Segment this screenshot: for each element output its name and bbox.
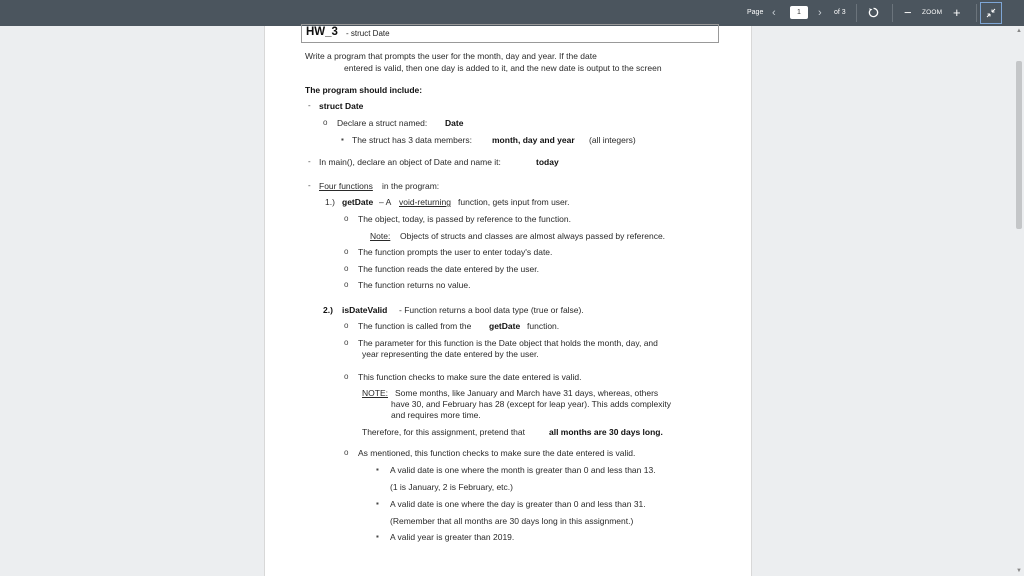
f2-point-2b: year representing the date entered by the user. bbox=[362, 349, 539, 359]
f2-num: 2.) bbox=[323, 305, 333, 315]
therefore-text: Therefore, for this assignment, pretend that bbox=[362, 427, 526, 437]
f1-dash: – A bbox=[379, 197, 392, 207]
valid-day: A valid date is one where the day is greater than 0 and less than 31. bbox=[390, 499, 646, 509]
note2-line-1: Some months, like January and March have 31 days, whereas, others bbox=[395, 388, 659, 398]
f1-note: Objects of structs and classes are almost always passed by reference. bbox=[400, 231, 666, 241]
page-count: of 3 bbox=[834, 9, 846, 16]
valid-year: A valid year is greater than 2019. bbox=[390, 532, 515, 542]
members-bold: month, day and year bbox=[492, 135, 575, 145]
f2-point-2a: The parameter for this function is the Date object that holds the month, day, and bbox=[358, 338, 658, 348]
circle-bullet: o bbox=[323, 118, 328, 127]
four-tail: in the program: bbox=[382, 181, 440, 191]
f1-num: 1.) bbox=[325, 197, 335, 207]
f1-tail: function, gets input from user. bbox=[458, 197, 570, 207]
vertical-scrollbar[interactable] bbox=[1014, 26, 1024, 576]
scroll-thumb[interactable] bbox=[1016, 61, 1022, 229]
members-tail: (all integers) bbox=[589, 135, 636, 145]
f1-name: getDate bbox=[342, 197, 374, 207]
zoom-out-button[interactable]: − bbox=[904, 5, 912, 20]
page-number-input[interactable]: 1 bbox=[790, 6, 808, 19]
declare-text: Declare a struct named: bbox=[337, 118, 428, 128]
note2-label: NOTE: bbox=[362, 388, 388, 398]
f2-name: isDateValid bbox=[342, 305, 388, 315]
pdf-toolbar bbox=[0, 0, 1024, 26]
circle-bullet: o bbox=[344, 280, 349, 289]
note2-line-3: and requires more time. bbox=[391, 410, 481, 420]
f1-point-4: The function returns no value. bbox=[358, 280, 471, 290]
toolbar-divider bbox=[892, 4, 893, 22]
dash-bullet: - bbox=[308, 101, 311, 110]
collapse-button[interactable] bbox=[980, 2, 1002, 24]
circle-bullet: o bbox=[344, 214, 349, 223]
collapse-icon bbox=[981, 3, 1001, 23]
main-text: In main(), declare an object of Date and name it: bbox=[319, 157, 501, 167]
main-bold: today bbox=[536, 157, 559, 167]
f2-point-4: As mentioned, this function checks to make sure the date entered is valid. bbox=[358, 448, 636, 458]
declare-name: Date bbox=[445, 118, 464, 128]
toolbar-divider bbox=[856, 4, 857, 22]
previous-page-icon[interactable]: ‹ bbox=[772, 7, 776, 19]
dash-bullet: - bbox=[308, 181, 311, 190]
members-text: The struct has 3 data members: bbox=[352, 135, 472, 145]
struct-item: struct Date bbox=[319, 101, 364, 111]
f1-point-3: The function reads the date entered by the user. bbox=[358, 264, 539, 274]
f2-point-1-tail: function. bbox=[527, 321, 560, 331]
zoom-in-button[interactable]: + bbox=[953, 5, 961, 20]
zoom-label: ZOOM bbox=[922, 9, 943, 16]
rotate-icon[interactable] bbox=[868, 0, 879, 26]
circle-bullet: o bbox=[344, 338, 349, 347]
title-box bbox=[301, 24, 719, 43]
square-bullet: ▪ bbox=[341, 135, 344, 144]
square-bullet: ▪ bbox=[376, 465, 379, 474]
doc-subtitle: - struct Date bbox=[346, 29, 390, 38]
intro-line-2: entered is valid, then one day is added to it, and the new date is output to the screen bbox=[344, 63, 662, 73]
doc-title: HW_3 bbox=[306, 26, 338, 38]
four-functions: Four functions bbox=[319, 181, 373, 191]
note2-line-2: have 30, and February has 28 (except for leap year). This adds complexity bbox=[391, 399, 672, 409]
circle-bullet: o bbox=[344, 247, 349, 256]
scroll-up-icon[interactable]: ▲ bbox=[1016, 28, 1022, 34]
f1-void: void-returning bbox=[399, 197, 451, 207]
circle-bullet: o bbox=[344, 264, 349, 273]
next-page-icon[interactable]: › bbox=[818, 7, 822, 19]
square-bullet: ▪ bbox=[376, 532, 379, 541]
f1-note-label: Note: bbox=[370, 231, 391, 241]
toolbar-divider bbox=[976, 4, 977, 22]
f2-tail: - Function returns a bool data type (true or false). bbox=[399, 305, 584, 315]
include-heading: The program should include: bbox=[305, 85, 423, 95]
valid-month: A valid date is one where the month is greater than 0 and less than 13. bbox=[390, 465, 656, 475]
circle-bullet: o bbox=[344, 448, 349, 457]
page-label: Page bbox=[747, 9, 764, 16]
square-bullet: ▪ bbox=[376, 499, 379, 508]
f2-point-1-bold: getDate bbox=[489, 321, 521, 331]
f2-point-1: The function is called from the bbox=[358, 321, 472, 331]
scroll-down-icon[interactable]: ▼ bbox=[1016, 568, 1022, 574]
valid-day-note: (Remember that all months are 30 days long in this assignment.) bbox=[390, 516, 634, 526]
f1-point-2: The function prompts the user to enter today's date. bbox=[358, 247, 553, 257]
document-page bbox=[264, 26, 752, 576]
valid-month-note: (1 is January, 2 is February, etc.) bbox=[390, 482, 513, 492]
circle-bullet: o bbox=[344, 321, 349, 330]
therefore-bold: all months are 30 days long. bbox=[549, 427, 663, 437]
circle-bullet: o bbox=[344, 372, 349, 381]
f1-point-1: The object, today, is passed by reference to the function. bbox=[358, 214, 571, 224]
intro-line-1: Write a program that prompts the user for the month, day and year. If the date bbox=[305, 51, 597, 61]
f2-point-3: This function checks to make sure the date entered is valid. bbox=[358, 372, 582, 382]
dash-bullet: - bbox=[308, 157, 311, 166]
